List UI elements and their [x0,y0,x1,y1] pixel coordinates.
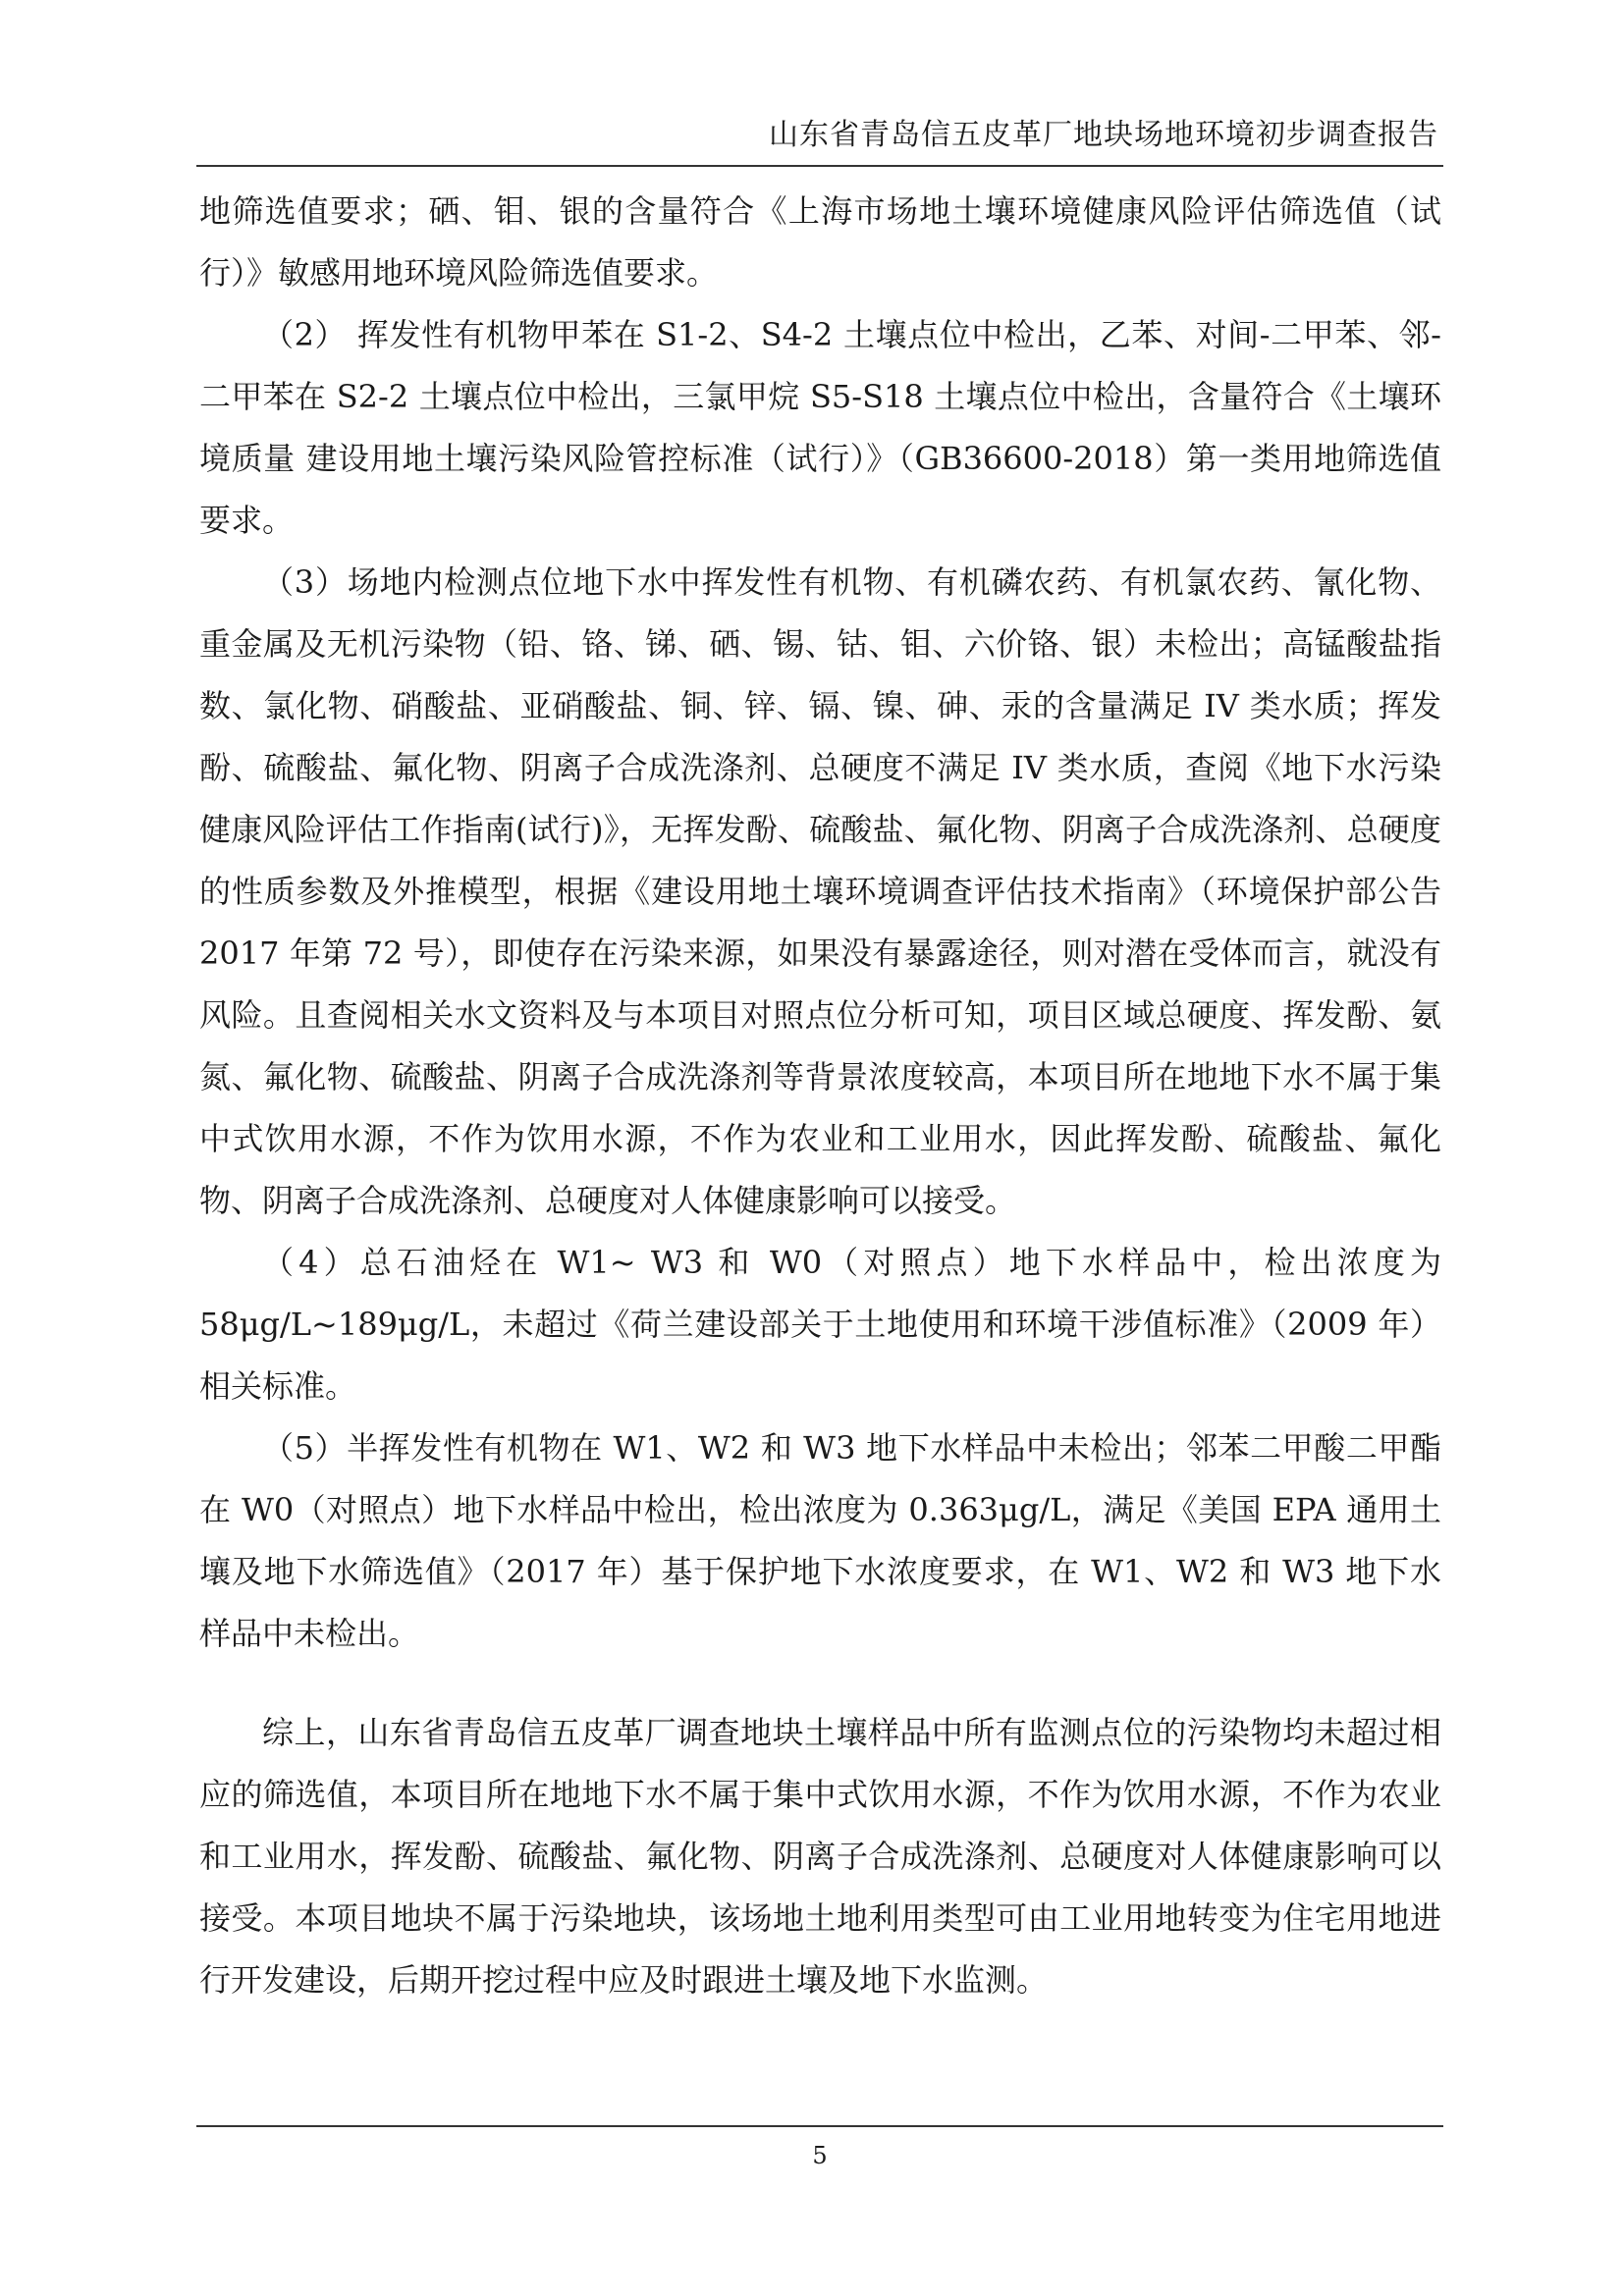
page-header: 山东省青岛信五皮革厂地块场地环境初步调查报告 [769,118,1438,152]
paragraph-item-5: （5）半挥发性有机物在 W1、W2 和 W3 地下水样品中未检出；邻苯二甲酸二甲酯在 W0（对照点）地下水样品中检出，检出浓度为 0.363μg/L，满足《美国 EPA 通用土壤及地下水筛选值》（2017 年）基于保护地下水浓度要求，在 W1、W2 和 W3 地下水样品中未检出。 [199,1429,1441,1652]
document-body [199,181,1441,2011]
paragraph-continued: 地筛选值要求；硒、钼、银的含量符合《上海市场地土壤环境健康风险评估筛选值（试行）》敏感用地环境风险筛选值要求。 [199,192,1441,292]
footer-divider [196,2125,1443,2127]
paragraph-item-4: （4）总石油烃在 W1~ W3 和 W0（对照点）地下水样品中，检出浓度为 58μg/L~189μg/L，未超过《荷兰建设部关于土地使用和环境干涉值标准》（2009 年）相关标准。 [199,1244,1441,1405]
page-number: 5 [812,2142,828,2169]
paragraph-item-3: （3）场地内检测点位地下水中挥发性有机物、有机磷农药、有机氯农药、氰化物、重金属及无机污染物（铅、铬、锑、硒、锡、钴、钼、六价铬、银）未检出；高锰酸盐指数、氯化物、硝酸盐、亚硝酸盐、铜、锌、镉、镍、砷、汞的含量满足 IV 类水质；挥发酚、硫酸盐、氟化物、阴离子合成洗涤剂、总硬度不满足 IV 类水质，查阅《地下水污染健康风险评估工作指南(试行)》，无挥发酚、硫酸盐、氟化物、阴离子合成洗涤剂、总硬度的性质参数及外推模型，根据《建设用地土壤环境调查评估技术指南》（环境保护部公告 2017 年第 72 号），即使存在污染来源，如果没有暴露途径，则对潜在受体而言，就没有风险。且查阅相关水文资料及与本项目对照点位分析可知，项目区域总硬度、挥发酚、氨氮、氟化物、硫酸盐、阴离子合成洗涤剂等背景浓度较高，本项目所在地地下水不属于集中式饮用水源，不作为饮用水源，不作为农业和工业用水，因此挥发酚、硫酸盐、氟化物、阴离子合成洗涤剂、总硬度对人体健康影响可以接受。 [199,563,1441,1219]
header-divider [196,165,1443,167]
paragraph-item-2: （2） 挥发性有机物甲苯在 S1-2、S4-2 土壤点位中检出，乙苯、对间-二甲苯、邻-二甲苯在 S2-2 土壤点位中检出，三氯甲烷 S5-S18 土壤点位中检出，含量符合《土壤环境质量 建设用地土壤污染风险管控标准（试行）》（GB36600-2018）第一类用地筛选值要求。 [199,316,1441,539]
paragraph-conclusion: 综上，山东省青岛信五皮革厂调查地块土壤样品中所有监测点位的污染物均未超过相应的筛选值，本项目所在地地下水不属于集中式饮用水源，不作为饮用水源，不作为农业和工业用水，挥发酚、硫酸盐、氟化物、阴离子合成洗涤剂、总硬度对人体健康影响可以接受。本项目地块不属于污染地块，该场地土地利用类型可由工业用地转变为住宅用地进行开发建设，后期开挖过程中应及时跟进土壤及地下水监测。 [199,1714,1441,1999]
